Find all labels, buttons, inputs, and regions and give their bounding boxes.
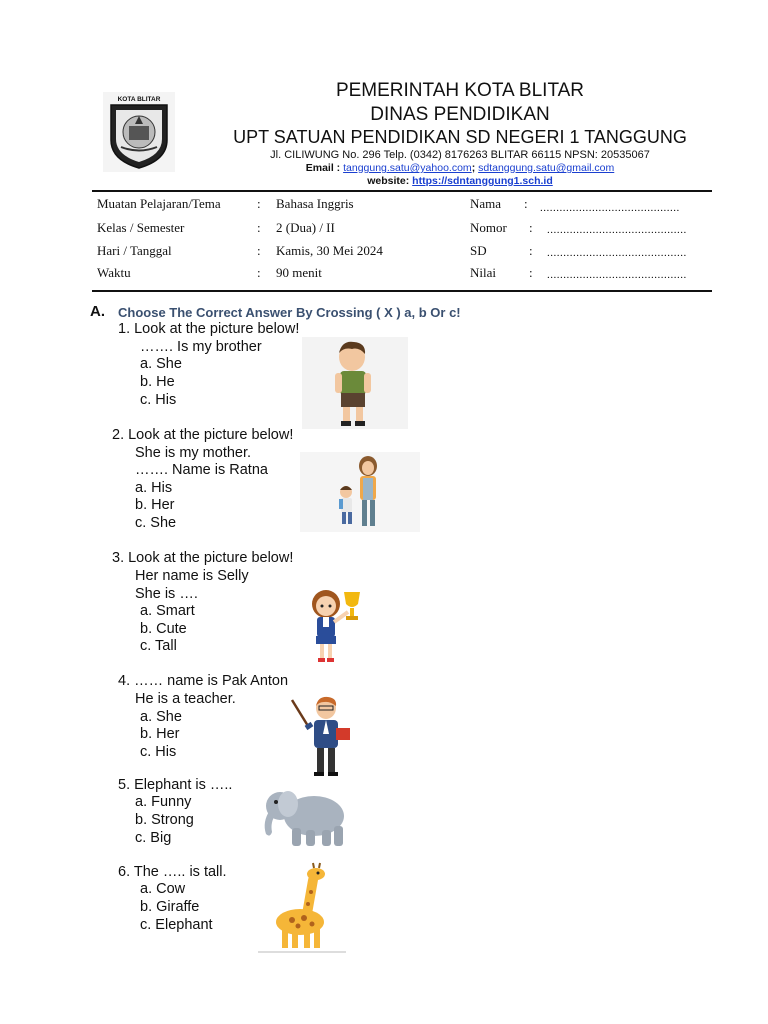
- header-government: PEMERINTAH KOTA BLITAR: [335, 80, 585, 101]
- section-instruction: Choose The Correct Answer By Crossing ( X ) a, b Or c!: [118, 305, 461, 320]
- name-field[interactable]: ...........................................: [540, 202, 680, 214]
- answer-option[interactable]: a. Smart: [140, 603, 195, 619]
- info-value: 90 menit: [276, 265, 322, 280]
- website-link[interactable]: https://sdntanggung1.sch.id: [412, 175, 553, 187]
- info-colon: :: [529, 220, 533, 235]
- answer-option[interactable]: b. He: [140, 374, 175, 390]
- question-text: He is a teacher.: [135, 691, 236, 707]
- mother-picture: [300, 452, 420, 532]
- question-prompt: 5. Elephant is …..: [118, 777, 233, 793]
- info-right-label: Nama: [470, 196, 502, 211]
- answer-option[interactable]: a. His: [135, 480, 173, 496]
- info-right-label: Nilai: [470, 265, 496, 280]
- question-text: ……. Is my brother: [140, 339, 262, 355]
- info-label: Kelas / Semester: [97, 220, 185, 235]
- brother-picture: [302, 337, 408, 429]
- email-separator: ;: [471, 162, 476, 174]
- header-divider: [92, 190, 712, 192]
- question-prompt: 2. Look at the picture below!: [112, 427, 294, 443]
- score-field[interactable]: ...........................................: [547, 269, 687, 281]
- kota-blitar-logo: [103, 92, 175, 172]
- info-right-label: Nomor: [470, 220, 507, 235]
- question-prompt: 3. Look at the picture below!: [112, 550, 294, 566]
- answer-option[interactable]: b. Cute: [140, 621, 187, 637]
- question-prompt: 1. Look at the picture below!: [118, 321, 300, 337]
- info-value: Kamis, 30 Mei 2024: [276, 243, 383, 258]
- number-field[interactable]: ...........................................: [547, 224, 687, 236]
- answer-option[interactable]: a. Cow: [140, 881, 186, 897]
- girl-trophy-picture: [296, 586, 374, 666]
- email-label: Email :: [305, 162, 341, 174]
- header-school: UPT SATUAN PENDIDIKAN SD NEGERI 1 TANGGUNG: [233, 127, 687, 147]
- header-department: DINAS PENDIDIKAN: [370, 104, 550, 125]
- question-text: She is my mother.: [135, 445, 252, 461]
- answer-option[interactable]: b. Her: [140, 726, 180, 742]
- question-text: Her name is Selly: [135, 568, 249, 584]
- answer-option[interactable]: b. Strong: [135, 812, 194, 828]
- info-colon: :: [529, 265, 533, 280]
- answer-option[interactable]: c. His: [140, 392, 177, 408]
- email-link-yahoo[interactable]: tanggung.satu@yahoo.com: [343, 162, 472, 174]
- info-divider: [92, 290, 712, 292]
- info-value: Bahasa Inggris: [276, 196, 354, 211]
- svg-text:KOTA BLITAR: KOTA BLITAR: [117, 96, 161, 103]
- info-label: Muatan Pelajaran/Tema: [97, 196, 221, 211]
- answer-option[interactable]: c. Elephant: [140, 917, 213, 933]
- answer-option[interactable]: a. She: [140, 356, 182, 372]
- answer-option[interactable]: c. She: [135, 515, 177, 531]
- info-colon: :: [257, 196, 261, 211]
- answer-option[interactable]: a. She: [140, 709, 182, 725]
- info-value: 2 (Dua) / II: [276, 220, 335, 235]
- website-label: website:: [367, 175, 410, 187]
- giraffe-picture: [256, 862, 348, 954]
- question-text: ……. Name is Ratna: [135, 462, 268, 478]
- header-email: [180, 162, 740, 175]
- header-website: [180, 175, 740, 188]
- header-address: Jl. CILIWUNG No. 296 Telp. (0342) 8176263 BLITAR 66115 NPSN: 20535067: [270, 149, 650, 161]
- info-label: Waktu: [97, 265, 131, 280]
- question-prompt: 4. …… name is Pak Anton: [118, 673, 289, 689]
- info-colon: :: [257, 265, 261, 280]
- answer-option[interactable]: a. Funny: [135, 794, 192, 810]
- info-right-label: SD: [470, 243, 487, 258]
- teacher-picture: [288, 694, 364, 780]
- answer-option[interactable]: c. Big: [135, 830, 172, 846]
- info-label: Hari / Tanggal: [97, 243, 172, 258]
- answer-option[interactable]: b. Giraffe: [140, 899, 200, 915]
- elephant-picture: [256, 782, 350, 852]
- school-field[interactable]: ...........................................: [547, 247, 687, 259]
- info-colon: :: [257, 220, 261, 235]
- info-colon: :: [257, 243, 261, 258]
- answer-option[interactable]: b. Her: [135, 497, 175, 513]
- answer-option[interactable]: c. His: [140, 744, 177, 760]
- email-link-gmail[interactable]: sdtanggung.satu@gmail.com: [478, 162, 615, 174]
- question-text: She is ….: [135, 586, 198, 602]
- answer-option[interactable]: c. Tall: [140, 638, 177, 654]
- question-prompt: 6. The ….. is tall.: [118, 864, 227, 880]
- info-colon: :: [524, 196, 528, 211]
- section-letter: A.: [90, 303, 105, 320]
- info-colon: :: [529, 243, 533, 258]
